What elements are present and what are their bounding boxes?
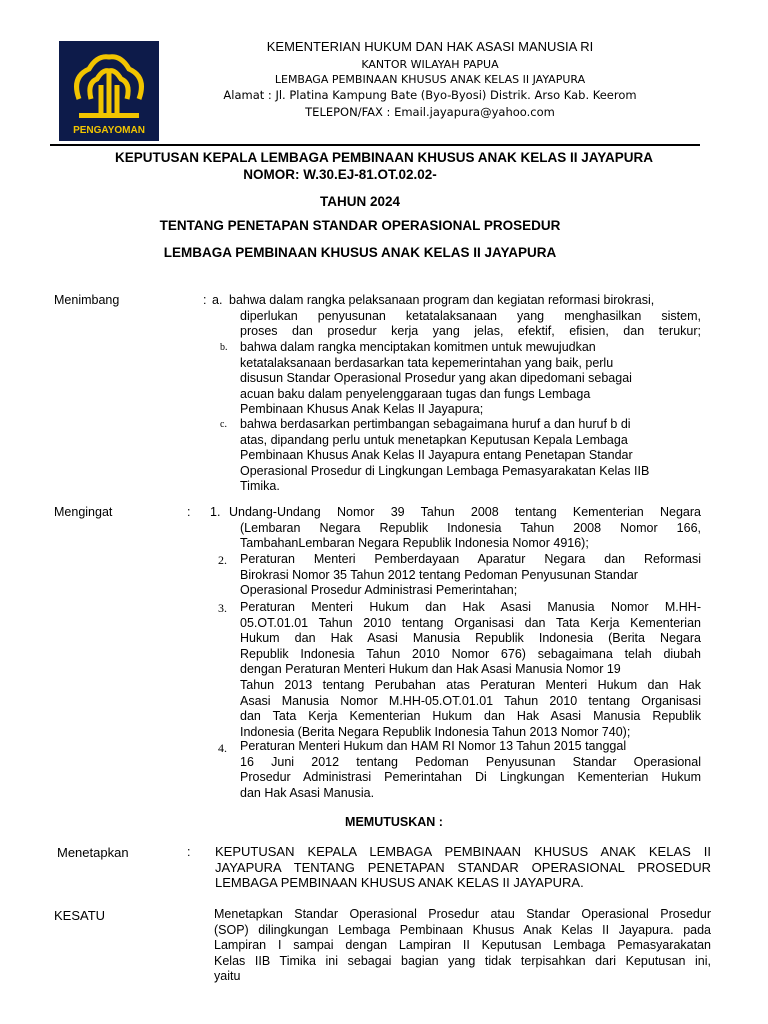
text-line: 05.OT.01.01 Tahun 2010 tentang Organisasi dan Tata Kerja Kementerian bbox=[240, 615, 701, 630]
institution-name: LEMBAGA PEMBINAAN KHUSUS ANAK KELAS II JAYAPURA bbox=[274, 73, 586, 86]
mengingat-item-4-marker: 4. bbox=[218, 741, 227, 755]
mengingat-item-1 bbox=[229, 505, 701, 521]
text-line: Peraturan Menteri Hukum dan HAM RI Nomor 13 Tahun 2015 tanggal bbox=[240, 739, 627, 753]
text-line: disusun Standar Operasional Prosedur yang akan dipedomani sebagai bbox=[240, 371, 632, 386]
text-line: 16 Juni 2012 tentang Pedoman Penyusunan Standar Operasional bbox=[240, 754, 701, 769]
text-line: TambahanLembaran Negara Republik Indonesia Nomor 4916); bbox=[240, 536, 589, 551]
text-line: Timika. bbox=[240, 479, 280, 494]
text-line: (SOP) dilingkungan Lembaga Pembinaan Khusus Anak Kelas II Jayapura. pada bbox=[214, 922, 711, 937]
text-line: KEPUTUSAN KEPALA LEMBAGA PEMBINAAN KHUSUS ANAK KELAS II bbox=[215, 844, 711, 859]
text-line: atas, dipandang perlu untuk menetapkan Keputusan Kepala Lembaga bbox=[240, 432, 628, 447]
text-line: Lampiran I sampai dengan Lampiran II Keputusan Lembaga Pemasyarakatan bbox=[214, 938, 711, 953]
decree-institution: LEMBAGA PEMBINAAN KHUSUS ANAK KELAS II JAYAPURA bbox=[163, 245, 557, 260]
text-line: Undang-Undang Nomor 39 Tahun 2008 tentang Kementerian Negara bbox=[229, 505, 701, 519]
text-line: bahwa dalam rangka pelaksanaan program dan kegiatan reformasi birokrasi, bbox=[229, 293, 655, 307]
regional-office: KANTOR WILAYAH PAPUA bbox=[361, 58, 499, 71]
decree-number: NOMOR: W.30.EJ-81.OT.02.02- bbox=[243, 167, 437, 182]
text-line: Hukum dan Hak Asasi Manusia Republik Indonesia (Berita Negara bbox=[240, 631, 701, 646]
text-line: diperlukan penyusunan ketatalaksanaan yang menghasilkan sistem, bbox=[240, 308, 701, 323]
text-line: Prosedur Administrasi Pemerintahan Di Lingkungan Kementerian Hukum bbox=[240, 770, 701, 785]
mengingat-item-1-cont bbox=[240, 521, 701, 552]
contact-line: TELEPON/FAX : Email.jayapura@yahoo.com bbox=[305, 105, 555, 119]
menimbang-b-marker: b. bbox=[220, 342, 228, 353]
menimbang-a-cont bbox=[240, 309, 701, 340]
memutuskan-heading: MEMUTUSKAN : bbox=[345, 815, 443, 829]
text-line: bahwa dalam rangka menciptakan komitmen untuk mewujudkan bbox=[240, 340, 596, 354]
text-line: Tahun 2013 tentang Perubahan atas Peraturan Menteri Hukum dan Hak bbox=[240, 677, 701, 692]
text-line: JAYAPURA TENTANG PENETAPAN STANDAR OPERASIONAL PROSEDUR bbox=[215, 859, 711, 875]
menimbang-c-marker: c. bbox=[220, 419, 227, 430]
text-line: Menetapkan Standar Operasional Prosedur atau Standar Operasional Prosedur bbox=[214, 907, 711, 921]
address: Alamat : Jl. Platina Kampung Bate (Byo-Byosi) Distrik. Arso Kab. Keerom bbox=[223, 88, 637, 102]
menetapkan-label: Menetapkan bbox=[57, 845, 129, 860]
mengingat-item-3-marker: 3. bbox=[218, 601, 227, 615]
letterhead-divider bbox=[50, 144, 700, 146]
text-line: dan Hak Asasi Manusia. bbox=[240, 785, 375, 800]
text-line: acuan baku dalam penyelenggaraan tugas dan fungs Lembaga bbox=[240, 386, 591, 401]
kesatu-label: KESATU bbox=[54, 908, 106, 923]
logo-text: PENGAYOMAN bbox=[73, 125, 145, 136]
mengingat-item-1-marker: 1. bbox=[210, 505, 221, 519]
kesatu-text bbox=[214, 907, 711, 985]
decree-year: TAHUN 2024 bbox=[319, 194, 401, 209]
text-line: Asasi Manusia Nomor M.HH-05.OT.01.01 Tahun 2010 tentang Organisasi bbox=[240, 693, 701, 708]
pengayoman-logo bbox=[59, 41, 159, 141]
menimbang-a bbox=[229, 293, 701, 309]
menimbang-colon: : bbox=[203, 293, 207, 307]
menimbang-label: Menimbang bbox=[54, 293, 120, 307]
menetapkan-colon: : bbox=[187, 845, 191, 859]
text-line: Pembinaan Khusus Anak Kelas II Jayapura entang Penetapan Standar bbox=[240, 448, 633, 463]
text-line: Peraturan Menteri Pemberdayaan Aparatur Negara dan Reformasi bbox=[240, 552, 701, 566]
text-line: Indonesia (Berita Negara Republik Indonesia Tahun 2013 Nomor 740); bbox=[240, 724, 631, 739]
text-line: proses dan prosedur kerja yang jelas, efektif, efisien, dan terukur; bbox=[240, 324, 701, 339]
text-line: dengan Peraturan Menteri Hukum dan Hak Asasi Manusia Nomor 19 bbox=[240, 662, 621, 677]
text-line: Republik Indonesia Tahun 2010 Nomor 676) sebagaimana telah diubah bbox=[240, 646, 701, 661]
mengingat-item-2-marker: 2. bbox=[218, 553, 227, 567]
text-line: yaitu bbox=[214, 969, 241, 984]
ministry-name: KEMENTERIAN HUKUM DAN HAK ASASI MANUSIA RI bbox=[266, 39, 594, 54]
menetapkan-text bbox=[215, 844, 711, 891]
pengayoman-emblem-icon bbox=[59, 41, 159, 141]
text-line: ketatalaksanaan berdasarkan tata kepemerintahan yang baik, perlu bbox=[240, 355, 614, 370]
menimbang-a-marker: a. bbox=[212, 293, 223, 307]
mengingat-item-3 bbox=[240, 600, 701, 740]
mengingat-item-2 bbox=[240, 552, 701, 599]
text-line: Operasional Prosedur di Lingkungan Lembaga Pemasyarakatan Kelas IIB bbox=[240, 463, 650, 478]
mengingat-item-4 bbox=[240, 739, 701, 801]
text-line: dan Tata Kerja Kementerian Hukum dan Hak Asasi Manusia Republik bbox=[240, 709, 701, 724]
text-line: LEMBAGA PEMBINAAN KHUSUS ANAK KELAS II JAYAPURA. bbox=[215, 875, 584, 891]
text-line: Pembinaan Khusus Anak Kelas II Jayapura; bbox=[240, 402, 484, 417]
text-line: Kelas IIB Timika ini sebagai bagian yang tidak terpisahkan dari Keputusan ini, bbox=[214, 953, 711, 968]
text-line: Peraturan Menteri Hukum dan Hak Asasi Manusia Nomor M.HH- bbox=[240, 600, 701, 614]
text-line: (Lembaran Negara Republik Indonesia Tahun 2008 Nomor 166, bbox=[240, 520, 701, 535]
text-line: bahwa berdasarkan pertimbangan sebagaimana huruf a dan huruf b di bbox=[240, 417, 631, 431]
text-line: Birokrasi Nomor 35 Tahun 2012 tentang Pedoman Penyusunan Standar bbox=[240, 567, 638, 582]
menimbang-c bbox=[240, 417, 680, 495]
mengingat-label: Mengingat bbox=[54, 505, 113, 519]
menimbang-b bbox=[240, 340, 680, 418]
decree-title: KEPUTUSAN KEPALA LEMBAGA PEMBINAAN KHUSUS ANAK KELAS II JAYAPURA bbox=[114, 150, 654, 165]
decree-subject: TENTANG PENETAPAN STANDAR OPERASIONAL PROSEDUR bbox=[159, 218, 561, 233]
mengingat-colon: : bbox=[187, 505, 191, 519]
text-line: Operasional Prosedur Administrasi Pemerintahan; bbox=[240, 583, 518, 598]
